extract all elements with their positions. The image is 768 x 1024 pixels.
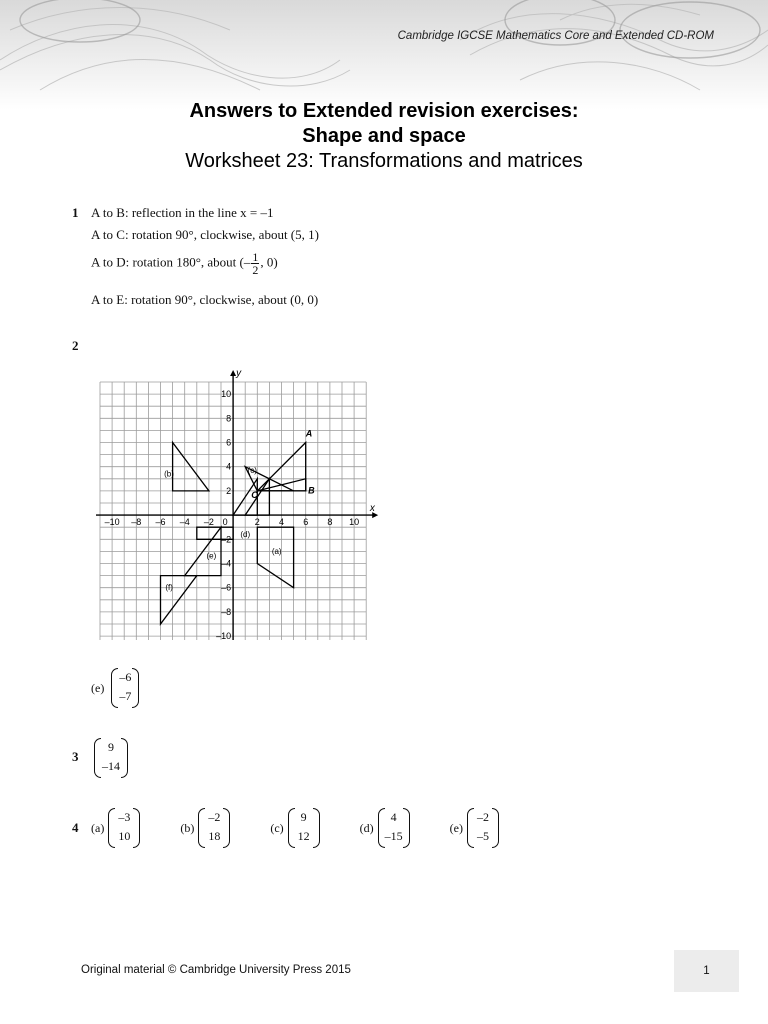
vector-top: 4 [390,810,397,824]
y-tick-label: –4 [221,558,232,569]
page-number: 1 [674,950,739,992]
header-course-title: Cambridge IGCSE Mathematics Core and Extended CD-ROM [397,30,714,42]
x-tick-label: 0 [222,517,228,528]
right-bracket [403,808,410,848]
x-tick-label: –2 [203,517,214,528]
question-2-number: 2 [72,338,79,353]
shape-a-label: A [305,428,313,439]
right-bracket [133,808,140,848]
y-tick-label: 8 [226,413,232,424]
y-tick-label: 4 [226,461,232,472]
question-4-number: 4 [72,820,79,835]
x-tick-label: –6 [155,517,166,528]
y-tick-label: –8 [221,606,232,617]
column-vector [198,808,230,848]
column-vector [108,808,140,848]
worksheet-subtitle: Worksheet 23: Transformations and matrices [185,150,583,172]
y-tick-label: –2 [221,534,232,545]
q4-part-1 [180,808,230,848]
q4-part-label: (b) [180,820,195,835]
fraction-numerator: 1 [252,250,259,264]
vector-bottom: 12 [297,829,310,843]
q4-part-label: (c) [270,820,284,835]
header-banner-graphic [0,0,768,110]
shape-c-image-label: (c) [247,465,257,475]
page-title-line2: Shape and space [302,125,466,147]
x-axis-label: x [369,503,375,515]
right-bracket [492,808,499,848]
q1-answer-line-1: A to B: reflection in the line x = –1 [91,205,274,220]
y-tick-label: 10 [221,389,232,400]
shape-a-image-label: (a) [271,546,282,556]
question-1-number: 1 [72,205,79,220]
vector-bottom: –14 [102,759,120,773]
vector-top: –6 [119,670,132,684]
q1-answer-line-2: A to C: rotation 90°, clockwise, about (5, 1) [91,227,319,242]
vector-bottom: 10 [118,829,131,843]
vector-top: –2 [476,810,489,824]
x-tick-label: –8 [131,517,142,528]
right-bracket [121,738,128,778]
q1-line3-suffix: , 0) [260,254,278,270]
x-tick-label: 2 [254,517,260,528]
q1-answer-line-4: A to E: rotation 90°, clockwise, about (0, 0) [91,292,319,307]
x-tick-label: –4 [179,517,190,528]
q3-answer [94,738,128,778]
x-tick-label: 6 [303,517,309,528]
y-tick-label: –6 [221,582,232,593]
q2-e-label: (e) [91,680,105,695]
q4-part-2 [270,808,319,848]
x-tick-label: 10 [349,517,360,528]
column-vector [94,738,128,778]
y-tick-label: 2 [226,485,232,496]
vector-top: 9 [300,810,307,824]
x-tick-label: 4 [278,517,285,528]
y-axis-label: y [236,368,242,379]
q4-answers [91,808,499,848]
vector-bottom: –7 [119,689,132,703]
vector-bottom: –5 [476,829,489,843]
right-bracket [223,808,230,848]
vector-bottom: –15 [384,829,403,843]
q4-part-label: (a) [91,820,105,835]
shape-f-image-label: (f) [165,583,173,593]
q1-line3-prefix: A to D: rotation 180°, about (– [91,254,251,270]
transformation-graph [88,360,388,640]
vector-top: –3 [118,810,131,824]
q4-part-0 [91,808,140,848]
page-title: Answers to Extended revision exercises: [189,100,579,122]
shape-b-image-label: (b) [164,469,174,479]
q2-part-e-answer [91,668,139,708]
vector-bottom: 18 [208,829,221,843]
shape-d-image-label: (d) [240,529,251,539]
q4-part-label: (d) [359,820,374,835]
x-tick-label: –10 [104,517,120,528]
footer-copyright: Original material © Cambridge University Press 2015 [81,964,351,976]
shape-e-image-label: (e) [206,551,217,561]
column-vector [467,808,499,848]
q4-part-label: (e) [449,820,463,835]
q1-answer-line-3 [91,251,278,276]
vector-top: –2 [208,810,221,824]
y-tick-label: –10 [216,631,232,640]
vector-top: 9 [108,740,114,754]
question-3-number: 3 [72,749,79,764]
right-bracket [313,808,320,848]
shape-c-label: C [251,490,258,501]
q4-part-3 [360,808,410,848]
shape-label-a [257,527,293,588]
fraction-denominator: 2 [252,263,259,277]
column-vector [288,808,320,848]
right-bracket [132,668,139,708]
x-tick-label: 8 [327,517,333,528]
column-vector [111,668,139,708]
fraction-one-half [251,251,259,276]
q4-part-4 [450,808,499,848]
y-tick-label: 6 [226,437,232,448]
shape-b-label: B [308,485,315,496]
column-vector [378,808,410,848]
